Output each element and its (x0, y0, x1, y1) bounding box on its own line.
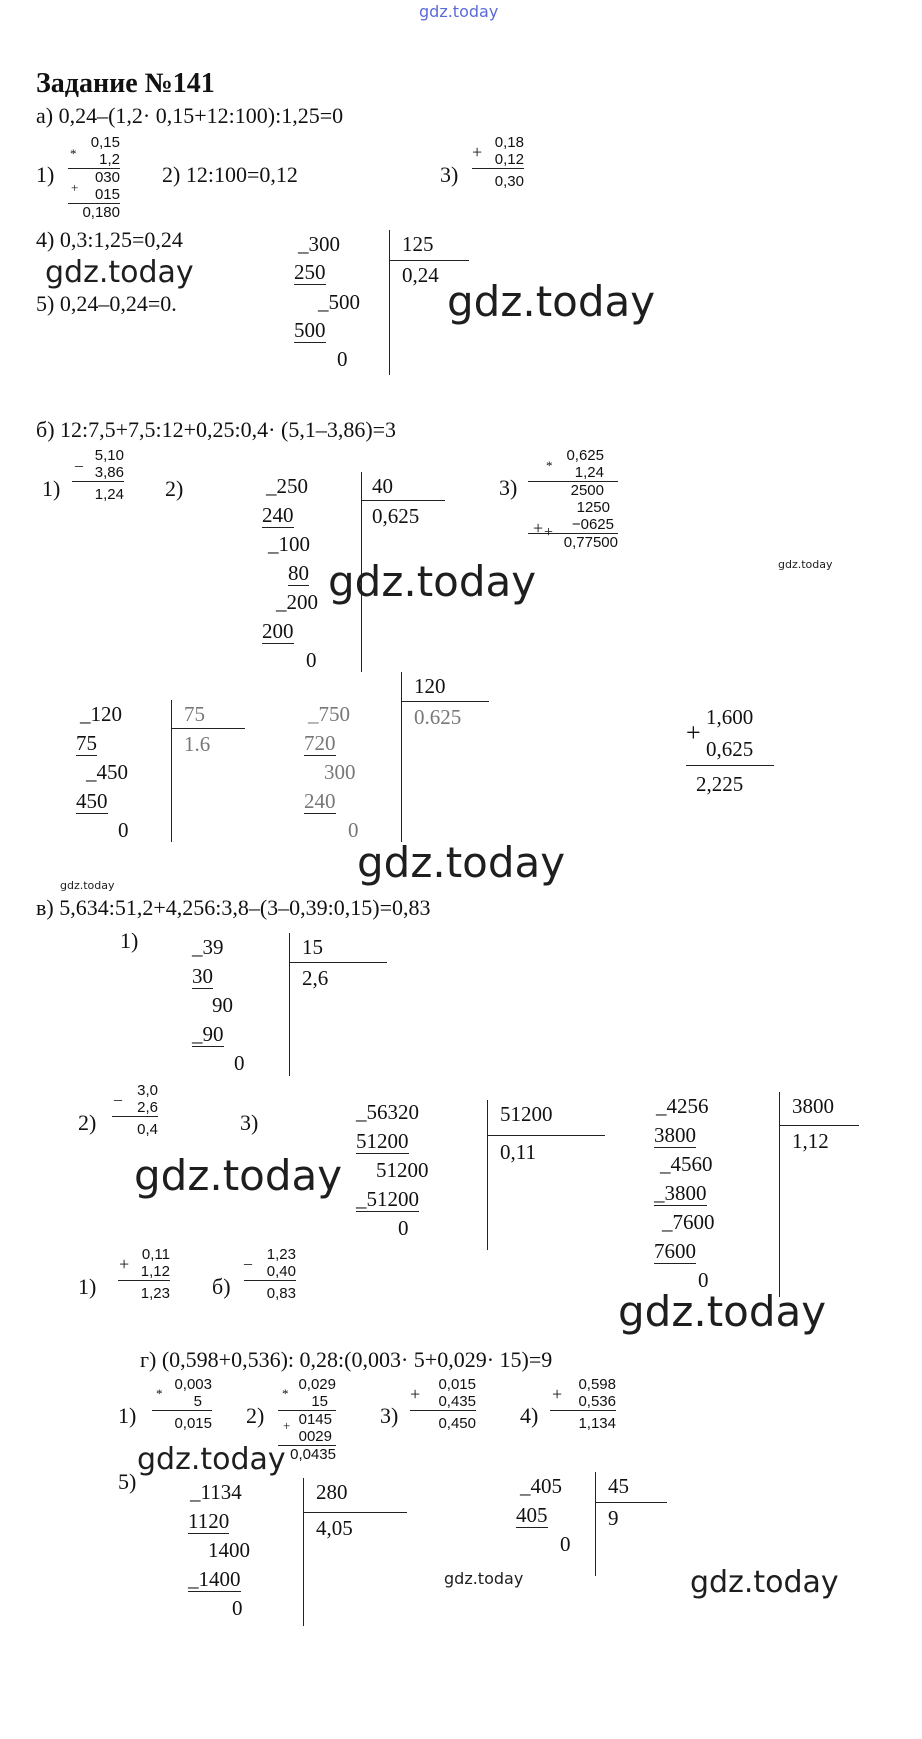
frac-row: 15 (278, 1393, 336, 1411)
div-line: 51200 (376, 1158, 429, 1182)
divisor: 280 (316, 1480, 348, 1504)
watermark[interactable]: gdz.today (447, 277, 656, 326)
div-line: _450 (86, 760, 128, 784)
div-line: 450 (76, 789, 108, 813)
quotient: 0,625 (372, 504, 420, 528)
quotient: 1,12 (792, 1129, 829, 1153)
v-fraction6-label: б) (212, 1274, 231, 1299)
div-line: 300 (324, 760, 356, 784)
plus-sign: + (552, 1384, 563, 1404)
frac-row: 0,180 (82, 204, 120, 221)
multiply-sign: * (282, 1386, 289, 1401)
div-line: _1400 (188, 1567, 241, 1591)
plus-sign: + (410, 1384, 421, 1404)
plus-sign: + (283, 1418, 291, 1433)
div-line: _405 (520, 1474, 562, 1498)
watermark[interactable]: gdz.today (45, 255, 194, 290)
divisor: 51200 (500, 1102, 553, 1126)
frac-row: 5,10 (94, 447, 124, 464)
frac-row: 0,11 (141, 1246, 170, 1263)
minus-sign: _ (244, 1250, 252, 1267)
div-line: 30 (192, 964, 213, 988)
frac-row: 0,83 (266, 1285, 296, 1302)
div-line: 500 (294, 318, 326, 342)
frac-row: 0,015 (174, 1415, 212, 1432)
frac-row: 1,23 (140, 1285, 170, 1302)
g-step1-multiplication (152, 1376, 212, 1432)
divisor: 120 (414, 674, 446, 698)
divisor: 125 (402, 232, 434, 256)
v-fraction1-label: 1) (78, 1274, 97, 1299)
div-line: 75 (76, 731, 97, 755)
div-line: 0 (348, 818, 359, 842)
quotient: 0,11 (500, 1140, 536, 1164)
frac-row: 0,536 (550, 1393, 616, 1411)
div-line: _39 (192, 935, 224, 959)
frac-row: 0145 (298, 1411, 332, 1428)
v-step3-label: 3) (240, 1110, 259, 1135)
frac-row: 0,15 (90, 134, 120, 151)
a-step5: 5) 0,24–0,24=0. (36, 291, 177, 316)
frac-row: 2500 (570, 482, 604, 499)
div-line: 3800 (654, 1123, 696, 1147)
division-bar (303, 1512, 407, 1513)
frac-row: 015 (68, 186, 120, 204)
divisor: 3800 (792, 1094, 834, 1118)
div-line: _7600 (662, 1210, 715, 1234)
frac-row: 0,598 (578, 1376, 616, 1393)
quotient: 4,05 (316, 1516, 353, 1540)
sum-row: 1,600 (706, 705, 754, 729)
b-step1-label: 1) (42, 476, 61, 501)
watermark[interactable]: gdz.today (778, 558, 833, 571)
division-bar (401, 672, 402, 842)
div-line: _1134 (190, 1480, 242, 1504)
multiply-sign: * (156, 1386, 163, 1401)
div-line: _4256 (656, 1094, 709, 1118)
plus-sign: + (686, 718, 701, 747)
multiply-sign: * (70, 146, 77, 161)
minus-sign: _ (114, 1086, 122, 1103)
watermark[interactable]: gdz.today (690, 1565, 839, 1600)
frac-row: 0,4 (137, 1121, 158, 1138)
quotient: 2,6 (302, 966, 329, 990)
div-line: _120 (80, 702, 122, 726)
frac-row: 0,40 (244, 1263, 296, 1281)
watermark[interactable]: gdz.today (134, 1151, 343, 1200)
plus-sign: + (544, 524, 554, 541)
division-bar (389, 260, 469, 261)
frac-row: 1,12 (118, 1263, 170, 1281)
div-line: _51200 (356, 1187, 419, 1211)
division-bar (361, 500, 445, 501)
div-line: 1120 (188, 1509, 230, 1533)
div-line: _750 (308, 702, 350, 726)
sum-row: 0,625 (706, 737, 754, 761)
frac-row: 030 (94, 169, 120, 186)
watermark[interactable]: gdz.today (60, 879, 115, 892)
watermark[interactable]: gdz.today (137, 1442, 286, 1477)
g-step2-label: 2) (246, 1403, 265, 1428)
div-line: 250 (294, 260, 326, 284)
b-step3-label: 3) (499, 475, 518, 500)
g-step3-label: 3) (380, 1403, 399, 1428)
division-bar (779, 1125, 859, 1126)
equation-v: в) 5,634:51,2+4,256:3,8–(3–0,39:0,15)=0,83 (36, 895, 431, 920)
div-line: 0 (337, 347, 348, 371)
div-line: 240 (304, 789, 336, 813)
equation-a: а) 0,24–(1,2· 0,15+12:100):1,25=0 (36, 103, 344, 128)
plus-sign: + (119, 1254, 130, 1274)
a-step4: 4) 0,3:1,25=0,24 (36, 227, 183, 252)
frac-row: 2,6 (112, 1099, 158, 1117)
multiply-sign: * (546, 458, 553, 473)
watermark[interactable]: gdz.today (444, 1569, 524, 1588)
frac-row: 1250 (576, 499, 610, 516)
v-step1-label: 1) (120, 928, 139, 953)
division-bar (289, 962, 387, 963)
watermark[interactable]: gdz.today (357, 838, 566, 887)
div-line: 0 (306, 648, 317, 672)
g-step4-label: 4) (520, 1403, 539, 1428)
g-step1-label: 1) (118, 1403, 137, 1428)
div-line: 0 (118, 818, 129, 842)
frac-row: 0,029 (298, 1376, 336, 1393)
division-bar (389, 230, 390, 375)
quotient: 1.6 (184, 732, 211, 756)
div-line: 240 (262, 503, 294, 527)
plus-sign: + (472, 142, 483, 162)
a-step2: 2) 12:100=0,12 (162, 162, 298, 187)
div-line: 51200 (356, 1129, 409, 1153)
frac-row: 1,24 (528, 464, 618, 482)
div-line: 405 (516, 1503, 548, 1527)
division-bar (171, 728, 245, 729)
div-line: 90 (212, 993, 233, 1017)
frac-row: 3,86 (72, 464, 124, 482)
frac-row: 5 (152, 1393, 212, 1411)
divisor: 40 (372, 474, 393, 498)
div-line: _200 (276, 590, 318, 614)
frac-row: 0,77500 (563, 534, 618, 551)
division-bar (595, 1472, 596, 1576)
frac-row: 0,0435 (290, 1446, 336, 1463)
watermark-top[interactable]: gdz.today (419, 2, 499, 21)
frac-row: 0,30 (494, 173, 524, 190)
frac-row: 0,625 (566, 447, 604, 464)
g-step5-label: 5) (118, 1469, 137, 1494)
sum-result: 2,225 (696, 772, 744, 796)
divisor: 45 (608, 1474, 629, 1498)
div-line: 720 (304, 731, 336, 755)
frac-row: 0,003 (174, 1376, 212, 1393)
frac-row: 1,134 (578, 1415, 616, 1432)
quotient: 9 (608, 1506, 619, 1530)
plus-sign: + (533, 518, 544, 538)
frac-row: 0,18 (494, 134, 524, 151)
div-line: 0 (232, 1596, 243, 1620)
div-line: 0 (234, 1051, 245, 1075)
div-line: 80 (288, 561, 309, 585)
div-line: _4560 (660, 1152, 713, 1176)
divisor: 15 (302, 935, 323, 959)
frac-row: 1,24 (94, 486, 124, 503)
div-line: _3800 (654, 1181, 707, 1205)
division-bar (487, 1100, 488, 1250)
division-bar (401, 701, 489, 702)
minus-sign: _ (75, 452, 83, 469)
frac-row: 0,435 (410, 1393, 476, 1411)
division-bar (779, 1092, 780, 1297)
div-line: 200 (262, 619, 294, 643)
frac-row: 0,450 (438, 1415, 476, 1432)
div-line: 0 (560, 1532, 571, 1556)
frac-row: 1,2 (68, 151, 120, 169)
frac-row: 1,23 (266, 1246, 296, 1263)
frac-row: 0,12 (472, 151, 524, 169)
div-line: _56320 (356, 1100, 419, 1124)
div-line: _250 (266, 474, 308, 498)
div-line: 0 (698, 1268, 709, 1292)
division-bar (487, 1135, 605, 1136)
div-line: _90 (192, 1022, 224, 1046)
frac-row: −0625 (528, 516, 618, 534)
frac-row: 0029 (278, 1428, 336, 1446)
v-step2-label: 2) (78, 1110, 97, 1135)
div-line: 0 (398, 1216, 409, 1240)
frac-row: 3,0 (137, 1082, 158, 1099)
div-line: _300 (298, 232, 340, 256)
division-bar (289, 933, 290, 1076)
plus-sign: + (71, 180, 79, 195)
quotient: 0.625 (414, 705, 462, 729)
sum-bar (686, 765, 774, 766)
a-step1-label: 1) (36, 162, 55, 187)
equation-b: б) 12:7,5+7,5:12+0,25:0,4· (5,1–3,86)=3 (36, 417, 397, 442)
b-step2-label: 2) (165, 476, 184, 501)
div-line: 7600 (654, 1239, 696, 1263)
div-line: _100 (268, 532, 310, 556)
page-title: Задание №141 (36, 68, 215, 99)
frac-row: 0,015 (438, 1376, 476, 1393)
div-line: _500 (318, 290, 360, 314)
div-line: 1400 (208, 1538, 250, 1562)
watermark[interactable]: gdz.today (328, 557, 537, 606)
equation-g: г) (0,598+0,536): 0,28:(0,003· 5+0,029· 15)=9 (140, 1347, 553, 1372)
division-bar (303, 1478, 304, 1626)
divisor: 75 (184, 702, 205, 726)
a-step3-label: 3) (440, 162, 459, 187)
quotient: 0,24 (402, 263, 439, 287)
watermark[interactable]: gdz.today (618, 1287, 827, 1336)
division-bar (171, 700, 172, 842)
division-bar (595, 1502, 667, 1503)
